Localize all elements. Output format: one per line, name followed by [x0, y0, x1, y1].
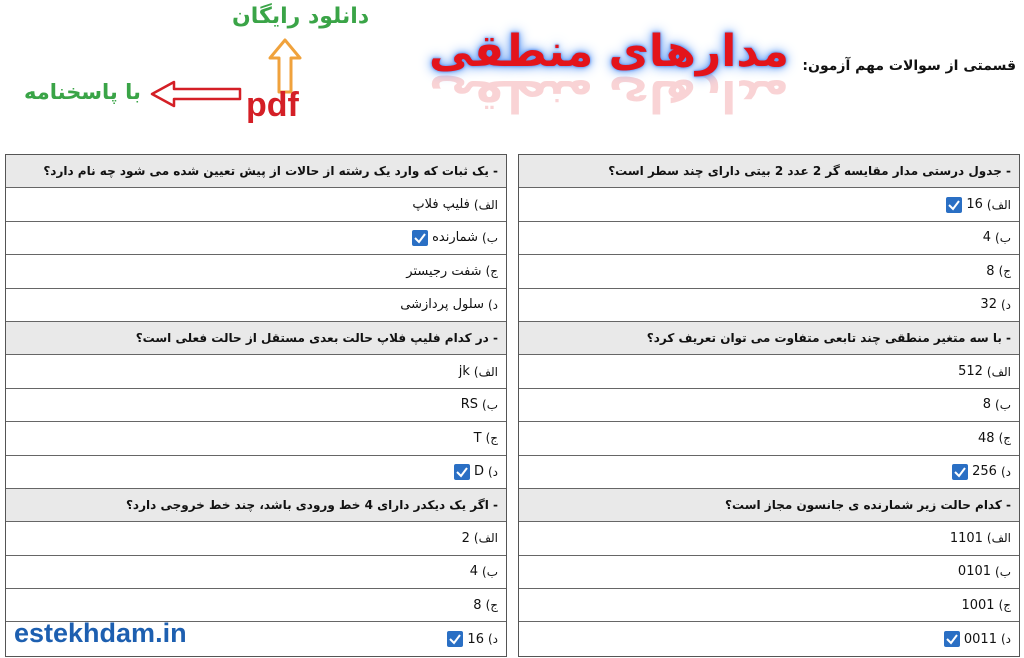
option-letter: ج)	[485, 264, 498, 279]
arrow-left-icon	[150, 80, 242, 108]
answer-option[interactable]	[519, 188, 1019, 221]
option-letter: د)	[1000, 464, 1011, 479]
answer-option[interactable]	[6, 289, 506, 322]
answer-option[interactable]	[519, 222, 1019, 255]
question-text: - در کدام فلیپ فلاپ حالت بعدی مستقل از حالت فعلی است؟	[6, 322, 506, 355]
option-value: فلیپ فلاپ	[412, 197, 470, 213]
page-header	[0, 0, 1024, 150]
checkbox-checked-icon[interactable]	[944, 631, 960, 647]
option-value: 1001	[961, 597, 995, 613]
option-value: 32	[980, 297, 997, 313]
option-value: 256	[972, 464, 997, 480]
answer-option[interactable]	[6, 389, 506, 422]
option-letter: الف)	[986, 197, 1011, 212]
answer-option[interactable]	[519, 422, 1019, 455]
answer-option[interactable]	[519, 522, 1019, 555]
option-value: 48	[978, 430, 995, 446]
option-value: 8	[986, 263, 995, 279]
answer-option[interactable]	[6, 188, 506, 221]
answer-option[interactable]	[519, 289, 1019, 322]
option-value: 2	[461, 530, 470, 546]
answer-option[interactable]	[519, 255, 1019, 288]
option-value: 16	[966, 197, 983, 213]
answer-option[interactable]	[6, 255, 506, 288]
option-letter: د)	[487, 632, 498, 647]
question-text: - یک ثبات که وارد یک رشته از حالات از پیش تعیین شده می شود چه نام دارد؟	[6, 155, 506, 188]
question-text: - با سه متغیر منطقی چند تابعی متفاوت می توان تعریف کرد؟	[519, 322, 1019, 355]
checkbox-checked-icon[interactable]	[412, 230, 428, 246]
checkbox-checked-icon[interactable]	[447, 631, 463, 647]
checkbox-checked-icon[interactable]	[454, 464, 470, 480]
option-letter: الف)	[986, 531, 1011, 546]
answer-option[interactable]	[6, 556, 506, 589]
answer-option[interactable]	[519, 355, 1019, 388]
answer-option[interactable]	[519, 589, 1019, 622]
option-value: 4	[469, 564, 479, 580]
question-text: - جدول درستی مدار مقایسه گر 2 عدد 2 بیتی دارای چند سطر است؟	[519, 155, 1019, 188]
option-letter: الف)	[473, 364, 498, 379]
option-letter: د)	[1000, 297, 1011, 312]
option-value: شفت رجیستر	[406, 263, 482, 279]
title-reflection: مدارهای منطقی	[429, 70, 789, 121]
pdf-label[interactable]: pdf	[246, 86, 299, 124]
answer-option[interactable]	[6, 222, 506, 255]
option-value: 8	[473, 597, 482, 613]
answer-key-label: با پاسخنامه	[24, 80, 141, 104]
page-title: مدارهای منطقی	[429, 26, 789, 77]
option-value: 4	[982, 230, 992, 246]
option-value: 0011	[963, 631, 997, 647]
option-letter: ج)	[485, 431, 498, 446]
download-label[interactable]: دانلود رایگان	[232, 4, 370, 29]
answer-option[interactable]	[6, 355, 506, 388]
subtitle: قسمتی از سوالات مهم آزمون:	[802, 58, 1016, 74]
question-text: - اگر یک دیکدر دارای 4 خط ورودی باشد، چند خط خروجی دارد؟	[6, 489, 506, 522]
checkbox-checked-icon[interactable]	[946, 197, 962, 213]
option-value: T	[473, 430, 482, 446]
option-letter: ج)	[998, 264, 1011, 279]
option-letter: ب)	[995, 564, 1011, 579]
option-letter: ب)	[995, 397, 1011, 412]
option-value: سلول پردازشی	[400, 297, 484, 313]
option-letter: الف)	[473, 531, 498, 546]
option-letter: ج)	[998, 431, 1011, 446]
option-letter: د)	[1000, 632, 1011, 647]
answer-option[interactable]	[6, 422, 506, 455]
option-letter: د)	[487, 297, 498, 312]
option-value: 16	[467, 631, 484, 647]
title-banner	[410, 26, 808, 146]
option-value: jk	[458, 364, 470, 380]
option-letter: ج)	[485, 598, 498, 613]
answer-option[interactable]	[6, 456, 506, 489]
option-letter: د)	[487, 464, 498, 479]
answer-option[interactable]	[519, 556, 1019, 589]
answer-option[interactable]	[519, 389, 1019, 422]
option-letter: ب)	[482, 564, 498, 579]
option-letter: الف)	[473, 197, 498, 212]
option-value: RS	[460, 397, 479, 413]
option-value: شمارنده	[432, 230, 479, 246]
right-question-column	[518, 154, 1020, 657]
question-text: - کدام حالت زیر شمارنده ی جانسون مجاز است؟	[519, 489, 1019, 522]
answer-option[interactable]	[6, 522, 506, 555]
option-letter: ب)	[482, 397, 498, 412]
option-value: 0101	[957, 564, 992, 580]
option-letter: ب)	[995, 230, 1011, 245]
option-value: 512	[958, 364, 983, 380]
checkbox-checked-icon[interactable]	[952, 464, 968, 480]
option-letter: ب)	[482, 230, 498, 245]
site-watermark: estekhdam.in	[14, 618, 187, 648]
option-letter: الف)	[986, 364, 1011, 379]
left-question-column	[5, 154, 507, 657]
option-letter: ج)	[998, 598, 1011, 613]
option-value: D	[473, 464, 484, 480]
answer-option[interactable]	[519, 456, 1019, 489]
answer-option[interactable]	[519, 622, 1019, 655]
option-value: 8	[982, 397, 992, 413]
option-value: 1101	[949, 530, 983, 546]
